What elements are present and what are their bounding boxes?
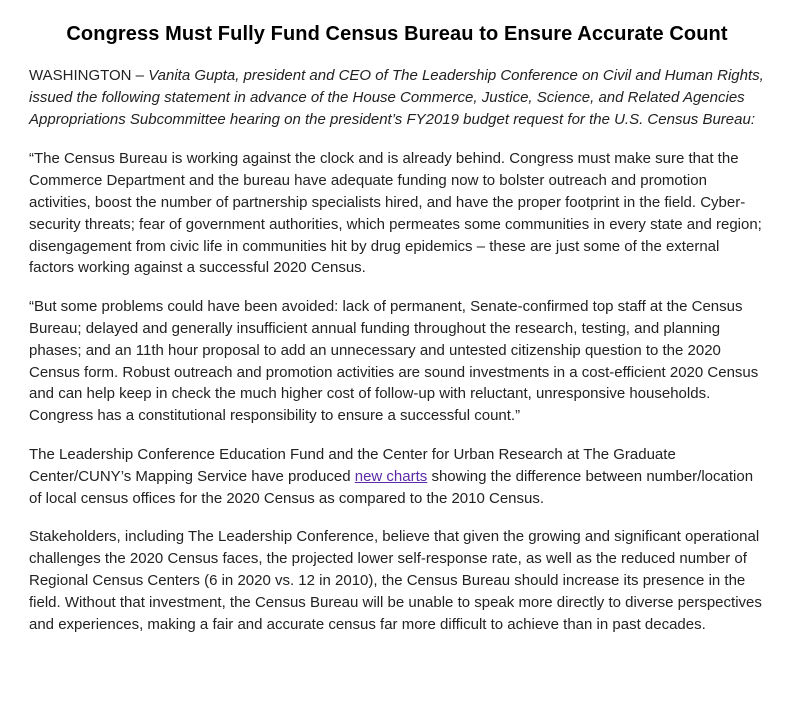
closing-paragraph: Stakeholders, including The Leadership Conference, believe that given the growing and significant operational challenges the 2020 Census faces, the projected lower self-response rate, as well as the reduced number of Regional Census Centers (6 in 2020 vs. 12 in 2010), the Census Bureau should increase its presence in the field. Without that investment, the Census Bureau will be unable to speak more directly to diverse perspectives and experiences, making a fair and accurate census far more difficult to achieve than in past decades. [29, 528, 762, 633]
intro-paragraph [29, 65, 765, 130]
dateline: WASHINGTON – [29, 67, 149, 84]
charts-paragraph [29, 444, 765, 509]
quote-paragraph-1: “The Census Bureau is working against the clock and is already behind. Congress must make sure that the Commerce Department and the bureau have adequate funding now to bolster outreach and promotion activities, boost the number of partnership specialists hired, and have the proper footprint in the field. Cyber-security threats; fear of government authorities, which permeates some communities in every state and region; disengagement from civic life in communities hit by drug epidemics – these are just some of the external factors working against a successful 2020 Census. [29, 150, 762, 277]
article-title: Congress Must Fully Fund Census Bureau to Ensure Accurate Count [66, 23, 728, 45]
charts-text-before: The Leadership Conference Education Fund and the Center for Urban Research at The Graduate Center/CUNY’s Mapping Service have produced [29, 445, 676, 485]
quote-paragraph-2: “But some problems could have been avoided: lack of permanent, Senate-confirmed top staff at the Census Bureau; delayed and generally insufficient annual funding throughout the research, testing, and planning phases; and an 11th hour proposal to add an unnecessary and untested citizenship question to the 2020 Census form. Robust outreach and promotion activities are sound investments in a cost-efficient 2020 Census and can help keep in check the much higher cost of follow-up with reluctant, unresponsive households. Congress has a constitutional responsibility to ensure a successful count.” [29, 298, 759, 425]
charts-text-after: showing the difference between number/location of local census offices for the 2020 Census as compared to the 2010 Census. [29, 467, 754, 507]
intro-statement: Vanita Gupta, president and CEO of The Leadership Conference on Civil and Human Rights, issued the following statement in advance of the House Commerce, Justice, Science, and Related Agencies Appropriations Subcommittee hearing on the president’s FY2019 budget request for the U.S. Census Bureau: [29, 67, 764, 128]
new-charts-link[interactable]: new charts [354, 467, 428, 485]
